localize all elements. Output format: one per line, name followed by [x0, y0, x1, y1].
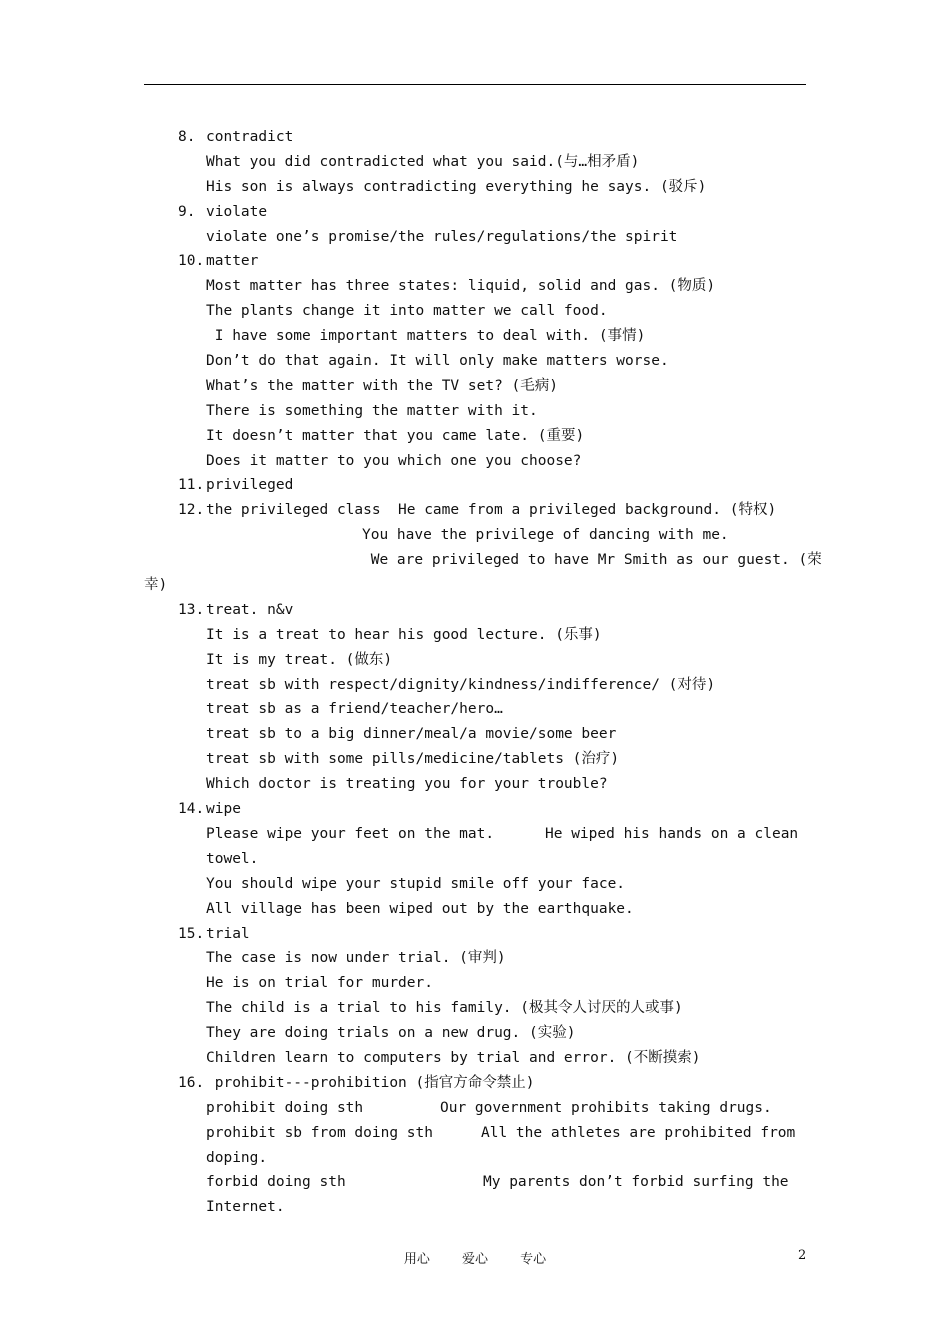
example-line: [144, 847, 806, 872]
header-rule: [144, 84, 806, 85]
entry-heading: [144, 922, 806, 947]
example-line: [144, 225, 806, 250]
example-text: You have the privilege of dancing with me.: [362, 527, 729, 544]
entry-term: contradict: [206, 129, 294, 145]
example-text: Does it matter to you which one you choose?: [206, 452, 582, 469]
example-line: [144, 374, 806, 399]
example-text: treat sb with respect/dignity/kindness/indifference/ (对待): [206, 676, 716, 693]
example-line: [144, 673, 806, 698]
example-text: My parents don’t forbid surfing the: [483, 1174, 789, 1191]
example-text: prohibit doing sth: [206, 1099, 364, 1116]
example-line: [144, 424, 806, 449]
example-line: [144, 722, 806, 747]
example-text: We are privileged to have Mr Smith as our guest. (荣: [362, 552, 822, 569]
example-text: All the athletes are prohibited from: [481, 1124, 796, 1141]
entry-heading: [144, 249, 806, 274]
example-line: [144, 772, 806, 797]
example-text: treat sb to a big dinner/meal/a movie/some beer: [206, 726, 617, 743]
example-text: It is my treat. (做东): [206, 651, 393, 668]
entry-term: trial: [206, 925, 250, 942]
example-line: [144, 1146, 806, 1171]
example-line: [144, 548, 822, 573]
example-text: Our government prohibits taking drugs.: [440, 1099, 772, 1116]
example-text: It is a treat to hear his good lecture. (乐事): [206, 626, 602, 643]
entry-number: 11.: [178, 477, 205, 494]
example-line: [144, 697, 806, 722]
example-text: His son is always contradicting everything he says. (驳斥): [206, 178, 707, 195]
example-text: He is on trial for murder.: [206, 975, 433, 992]
example-text: Most matter has three states: liquid, solid and gas. (物质): [206, 278, 716, 295]
entry-term: the privileged class: [206, 502, 381, 519]
example-text: doping.: [206, 1149, 268, 1166]
example-line: [144, 623, 806, 648]
example-line: [144, 897, 806, 922]
example-line: [144, 971, 806, 996]
entry-term: matter: [206, 253, 259, 270]
example-text: Internet.: [206, 1199, 285, 1216]
example-text: I have some important matters to deal with. (事情): [206, 328, 646, 345]
example-text: prohibit sb from doing sth: [206, 1124, 433, 1141]
entry-number: 13.: [178, 601, 205, 618]
example-line: [144, 872, 806, 897]
entry-heading: [144, 473, 806, 498]
entry-term: violate: [206, 203, 268, 220]
page-footer: [0, 1248, 950, 1270]
example-line: [144, 1096, 806, 1121]
example-text: towel.: [206, 850, 259, 867]
entry-number: 8.: [178, 129, 196, 145]
example-text: 幸): [144, 577, 168, 594]
footer-word: 专心: [520, 1252, 547, 1267]
example-text: treat sb as a friend/teacher/hero…: [206, 701, 503, 718]
example-line: [144, 399, 806, 424]
example-text: The child is a trial to his family. (极其令人讨厌的人或事): [206, 1000, 683, 1017]
entry-heading: [144, 200, 806, 225]
example-line: [144, 648, 806, 673]
entry-heading: [144, 125, 806, 150]
example-text: Children learn to computers by trial and error. (不断摸索): [206, 1049, 701, 1066]
example-line: [144, 946, 806, 971]
example-text: The plants change it into matter we call food.: [206, 303, 608, 320]
page-number: 2: [798, 1248, 807, 1263]
example-line: [144, 523, 806, 548]
entry-number: 14.: [178, 801, 205, 818]
example-text: The case is now under trial. (审判): [206, 950, 506, 967]
example-text: He came from a privileged background. (特权): [398, 502, 777, 519]
example-text: All village has been wiped out by the earthquake.: [206, 900, 634, 917]
example-text: They are doing trials on a new drug. (实验): [206, 1025, 576, 1042]
entry-heading: [144, 797, 806, 822]
example-line: [144, 274, 806, 299]
example-line: [144, 822, 806, 847]
example-line: [144, 150, 806, 175]
example-line: [144, 1170, 806, 1195]
example-text: Don’t do that again. It will only make matters worse.: [206, 353, 669, 370]
example-line: [144, 996, 806, 1021]
example-text: forbid doing sth: [206, 1174, 346, 1191]
entry-number: 12.: [178, 502, 205, 519]
example-line: [144, 1121, 806, 1146]
entry-number: 10.: [178, 253, 205, 270]
example-text: Please wipe your feet on the mat.: [206, 825, 495, 842]
entry-number: 15.: [178, 925, 205, 942]
entry-term: privileged: [206, 477, 294, 494]
example-text: What you did contradicted what you said.(与…相矛盾): [206, 153, 640, 170]
example-text: violate one’s promise/the rules/regulations/the spirit: [206, 228, 678, 245]
entry-number: 9.: [178, 203, 196, 220]
example-text: There is something the matter with it.: [206, 402, 538, 419]
example-line: [144, 1195, 806, 1220]
example-line: [144, 299, 806, 324]
footer-word: 用心: [403, 1252, 430, 1267]
example-line: [144, 175, 806, 200]
entry-heading: [144, 1071, 806, 1096]
example-line: [144, 449, 806, 474]
entry-heading: [144, 498, 806, 523]
entry-heading: [144, 598, 806, 623]
example-text: treat sb with some pills/medicine/tablets (治疗): [206, 751, 620, 768]
example-text: You should wipe your stupid smile off your face.: [206, 875, 626, 892]
example-line: [144, 324, 806, 349]
example-line: [144, 747, 806, 772]
example-line: [144, 1021, 806, 1046]
footer-word: 爱心: [461, 1252, 488, 1267]
example-line: [144, 349, 806, 374]
example-text: It doesn’t matter that you came late. (重要): [206, 427, 585, 444]
example-line: [144, 573, 806, 598]
example-text: He wiped his hands on a clean: [545, 825, 799, 842]
footer-motto: [0, 1248, 950, 1267]
example-text: What’s the matter with the TV set? (毛病): [206, 377, 559, 394]
entry-term: prohibit---prohibition (指官方命令禁止): [206, 1074, 535, 1091]
example-text: Which doctor is treating you for your trouble?: [206, 776, 608, 793]
entry-term: wipe: [206, 801, 241, 818]
example-line: [144, 1046, 806, 1071]
entry-term: treat. n&v: [206, 601, 294, 618]
vocabulary-list: [144, 125, 822, 1220]
entry-number: 16.: [178, 1074, 205, 1091]
